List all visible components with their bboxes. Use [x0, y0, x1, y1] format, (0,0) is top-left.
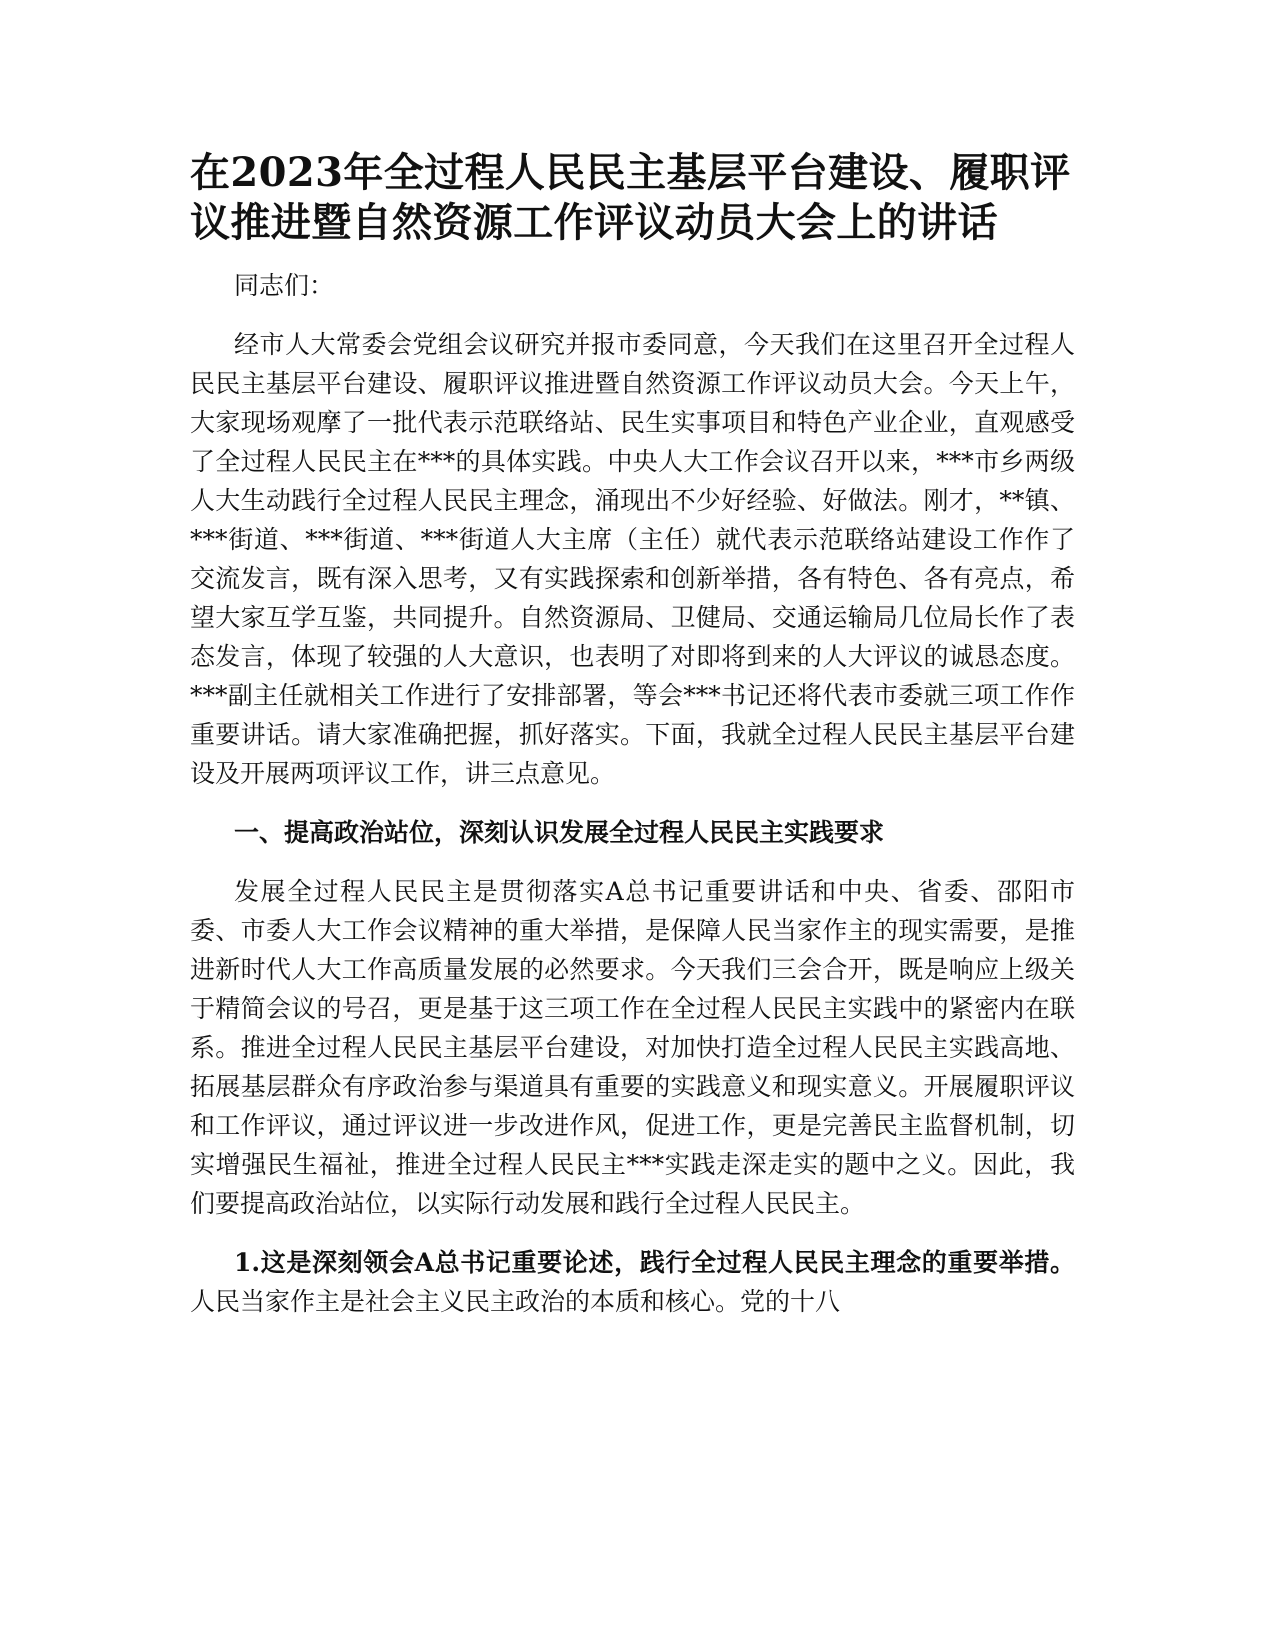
point-1-bold-lead: 1.这是深刻领会A总书记重要论述，践行全过程人民民主理念的重要举措。 — [234, 1248, 1075, 1277]
document-body — [190, 148, 1075, 1321]
section-1-paragraph: 发展全过程人民民主是贯彻落实A总书记重要讲话和中央、省委、邵阳市委、市委人大工作会议精神的重大举措，是保障人民当家作主的现实需要，是推进新时代人大工作高质量发展的必然要求。今天我们三会合开，既是响应上级关于精简会议的号召，更是基于这三项工作在全过程人民民主实践中的紧密内在联系。推进全过程人民民主基层平台建设，对加快打造全过程人民民主实践高地、拓展基层群众有序政治参与渠道具有重要的实践意义和现实意义。开展履职评议和工作评议，通过评议进一步改进作风，促进工作，更是完善民主监督机制，切实增强民生福祉，推进全过程人民民主***实践走深走实的题中之义。因此，我们要提高政治站位，以实际行动发展和践行全过程人民民主。 — [190, 877, 1075, 1218]
section-heading-1: 一、提高政治站位，深刻认识发展全过程人民民主实践要求 — [234, 818, 885, 847]
salutation: 同志们： — [234, 271, 335, 300]
document-title: 在2023年全过程人民民主基层平台建设、履职评议推进暨自然资源工作评议动员大会上的讲话 — [190, 149, 1071, 246]
point-1-text: 人民当家作主是社会主义民主政治的本质和核心。党的十八 — [190, 1287, 841, 1316]
point-1-paragraph — [190, 1243, 1075, 1321]
opening-paragraph: 经市人大常委会党组会议研究并报市委同意，今天我们在这里召开全过程人民民主基层平台建设、履职评议推进暨自然资源工作评议动员大会。今天上午，大家现场观摩了一批代表示范联络站、民生实事项目和特色产业企业，直观感受了全过程人民民主在***的具体实践。中央人大工作会议召开以来，***市乡两级人大生动践行全过程人民民主理念，涌现出不少好经验、好做法。刚才，**镇、***街道、***街道、***街道人大主席（主任）就代表示范联络站建设工作作了交流发言，既有深入思考，又有实践探索和创新举措，各有特色、各有亮点，希望大家互学互鉴，共同提升。自然资源局、卫健局、交通运输局几位局长作了表态发言，体现了较强的人大意识，也表明了对即将到来的人大评议的诚恳态度。***副主任就相关工作进行了安排部署，等会***书记还将代表市委就三项工作作重要讲话。请大家准确把握，抓好落实。下面，我就全过程人民民主基层平台建设及开展两项评议工作，讲三点意见。 — [190, 330, 1075, 788]
